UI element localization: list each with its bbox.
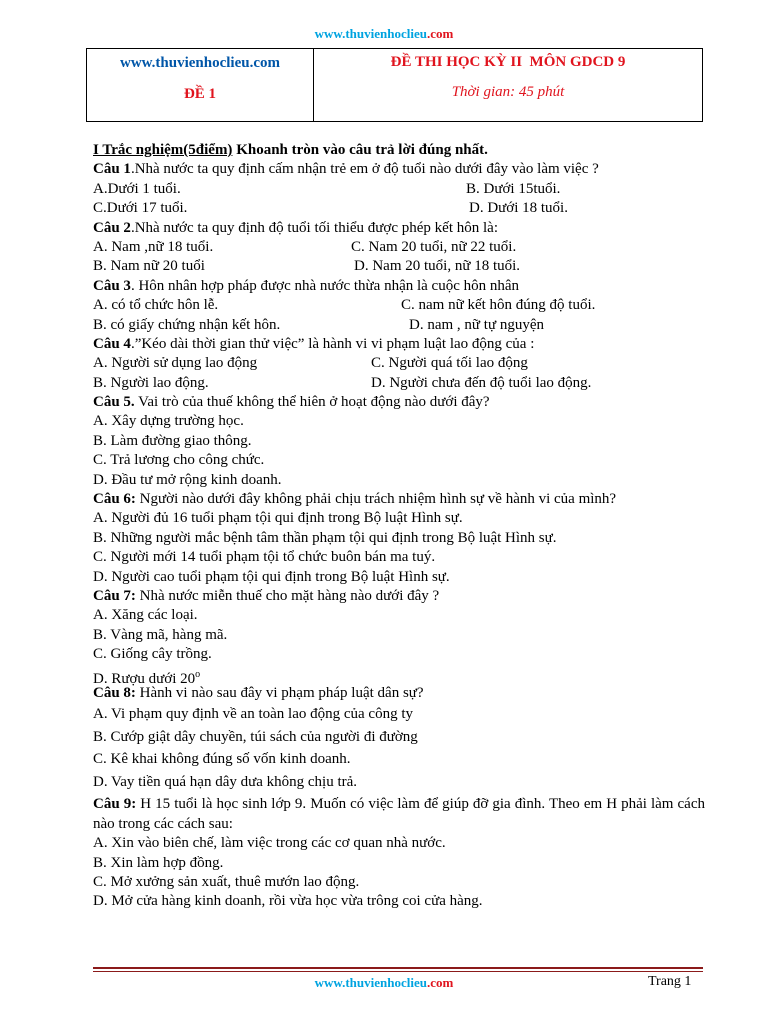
footer-rule-thin [93, 971, 703, 972]
option-d: D. Dưới 18 tuổi. [469, 200, 568, 217]
option-c: C. Người quá tối lao động [371, 355, 528, 372]
site-tld: .com [426, 975, 454, 990]
question-number: Câu 6: [93, 491, 136, 508]
q5-option-d: D. Đầu tư mở rộng kinh doanh. [93, 471, 282, 488]
site-name: www.thuvienhoclieu [314, 26, 427, 41]
site-name: www.thuvienhoclieu [314, 975, 427, 990]
question-6 [93, 490, 705, 509]
q8-option-a: A. Vi phạm quy định về an toàn lao động của công ty [93, 706, 414, 723]
question-number: Câu 1 [93, 161, 131, 178]
question-4 [93, 335, 705, 354]
question-5 [93, 393, 705, 412]
question-number: Câu 4 [93, 335, 131, 352]
option-a: A. Nam ,nữ 18 tuổi. [93, 238, 214, 255]
option-a: A. Người sử dụng lao động [93, 355, 258, 372]
q9-option-d: D. Mở cửa hàng kinh doanh, rồi vừa học vừa trông coi cửa hàng. [93, 893, 483, 910]
section-heading [93, 141, 705, 160]
question-8 [93, 684, 705, 703]
section-instruction: Khoanh tròn vào câu trả lời đúng nhất. [232, 142, 488, 158]
q3-options-row1 [93, 296, 705, 315]
option-a: A. có tổ chức hôn lễ. [93, 297, 219, 314]
q5-option-a: A. Xây dựng trường học. [93, 413, 244, 430]
footer-rule-thick [93, 967, 703, 969]
q9-option-b: B. Xin làm hợp đồng. [93, 854, 224, 871]
q9-option-c: C. Mở xưởng sản xuất, thuê mướn lao động. [93, 873, 360, 890]
q8-option-b: B. Cướp giật dây chuyền, túi sách của người đi đường [93, 728, 418, 745]
question-text: Hành vi nào sau đây vi phạm pháp luật dân sự? [135, 684, 424, 701]
exam-content [93, 141, 705, 912]
question-1 [93, 160, 705, 179]
option-b: B. có giấy chứng nhận kết hôn. [93, 316, 281, 333]
option-b: B. Nam nữ 20 tuổi [93, 258, 205, 275]
q8-option-d: D. Vay tiền quá hạn dây dưa không chịu trả. [93, 773, 358, 790]
section-title: I Trắc nghiệm(5điểm) [93, 142, 233, 158]
question-9 [93, 795, 705, 834]
q1-options-row1 [93, 180, 705, 199]
q7-option-d [93, 665, 705, 687]
exam-header-table [86, 48, 703, 122]
question-2 [93, 219, 705, 238]
exam-title-part2: MÔN GDCD 9 [529, 54, 626, 70]
question-text: .Nhà nước ta quy định cấm nhận trẻ em ở độ tuổi nào dưới đây vào làm việc ? [130, 161, 599, 178]
site-tld: .com [426, 26, 454, 41]
option-a: A.Dưới 1 tuổi. [93, 180, 181, 197]
degree-symbol: o [195, 668, 201, 680]
question-text: . Hôn nhân hợp pháp được nhà nước thừa nhận là cuộc hôn nhân [130, 277, 520, 294]
q8-option-c: C. Kê khai không đúng số vốn kinh doanh. [93, 751, 351, 768]
page-number: Trang 1 [648, 974, 692, 989]
top-site-url[interactable] [0, 26, 768, 42]
q7-option-a: A. Xăng các loại. [93, 607, 198, 624]
q6-option-d: D. Người cao tuổi phạm tội qui định trong Bộ luật Hình sự. [93, 568, 450, 585]
option-d-text: D. Rượu dưới 20 [93, 670, 196, 687]
q7-option-c: C. Giống cây trồng. [93, 646, 212, 663]
option-c: C. Nam 20 tuổi, nữ 22 tuổi. [351, 238, 517, 255]
option-c: C. nam nữ kết hôn đúng độ tuổi. [401, 297, 596, 314]
q5-option-c: C. Trả lương cho công chức. [93, 452, 265, 469]
q1-options-row2 [93, 199, 705, 218]
question-text: Người nào dưới đây không phải chịu trách nhiệm hình sự về hành vi của mình? [135, 491, 617, 508]
question-text: Nhà nước miễn thuế cho mặt hàng nào dưới đây ? [135, 588, 440, 604]
exam-code: ĐỀ 1 [183, 86, 217, 102]
q6-option-b: B. Những người mắc bệnh tâm thần phạm tội qui định trong Bộ luật Hình sự. [93, 529, 557, 546]
header-left-cell [87, 49, 314, 122]
q9-option-a: A. Xin vào biên chế, làm việc trong các cơ quan nhà nước. [93, 835, 446, 852]
question-number: Câu 3 [93, 277, 131, 294]
option-b: B. Dưới 15tuổi. [466, 180, 561, 197]
option-d: D. Người chưa đến độ tuổi lao động. [371, 374, 592, 391]
q5-option-b: B. Làm đường giao thông. [93, 432, 252, 449]
exam-title [314, 54, 702, 71]
question-text: .”Kéo dài thời gian thử việc” là hành vi vi phạm luật lao động của : [130, 335, 535, 352]
question-text: H 15 tuổi là học sinh lớp 9. Muốn có việc làm để giúp đỡ gia đình. Theo em H phải làm cách nào trong các cách sau: [93, 796, 705, 832]
question-number: Câu 9: [93, 796, 137, 813]
q2-options-row2 [93, 257, 705, 276]
option-c: C.Dưới 17 tuổi. [93, 200, 188, 217]
option-d: D. Nam 20 tuổi, nữ 18 tuổi. [354, 258, 521, 275]
q2-options-row1 [93, 238, 705, 257]
q3-options-row2 [93, 316, 705, 335]
exam-title-part1: ĐỀ THI HỌC KỲ II [390, 54, 523, 70]
q6-option-a: A. Người đủ 16 tuổi phạm tội qui định trong Bộ luật Hình sự. [93, 510, 463, 527]
question-text: Vai trò của thuế không thể hiên ở hoạt động nào dưới đây? [134, 394, 490, 411]
q4-options-row2 [93, 374, 705, 393]
question-number: Câu 5. [93, 394, 135, 411]
q6-option-c: C. Người mới 14 tuổi phạm tội tổ chức buôn bán ma tuý. [93, 549, 436, 566]
option-b: B. Người lao động. [93, 374, 209, 391]
question-text: .Nhà nước ta quy định độ tuổi tối thiểu được phép kết hôn là: [130, 219, 498, 236]
q4-options-row1 [93, 354, 705, 373]
header-site-url[interactable]: www.thuvienhoclieu.com [119, 55, 280, 71]
question-number: Câu 8: [93, 684, 136, 701]
option-d: D. nam , nữ tự nguyện [409, 316, 544, 333]
question-7 [93, 587, 705, 606]
question-number: Câu 2 [93, 219, 131, 236]
question-3 [93, 277, 705, 296]
question-number: Câu 7: [93, 588, 136, 604]
header-right-cell [314, 49, 703, 122]
q7-option-b: B. Vàng mã, hàng mã. [93, 626, 228, 643]
exam-time: Thời gian: 45 phút [451, 84, 565, 100]
